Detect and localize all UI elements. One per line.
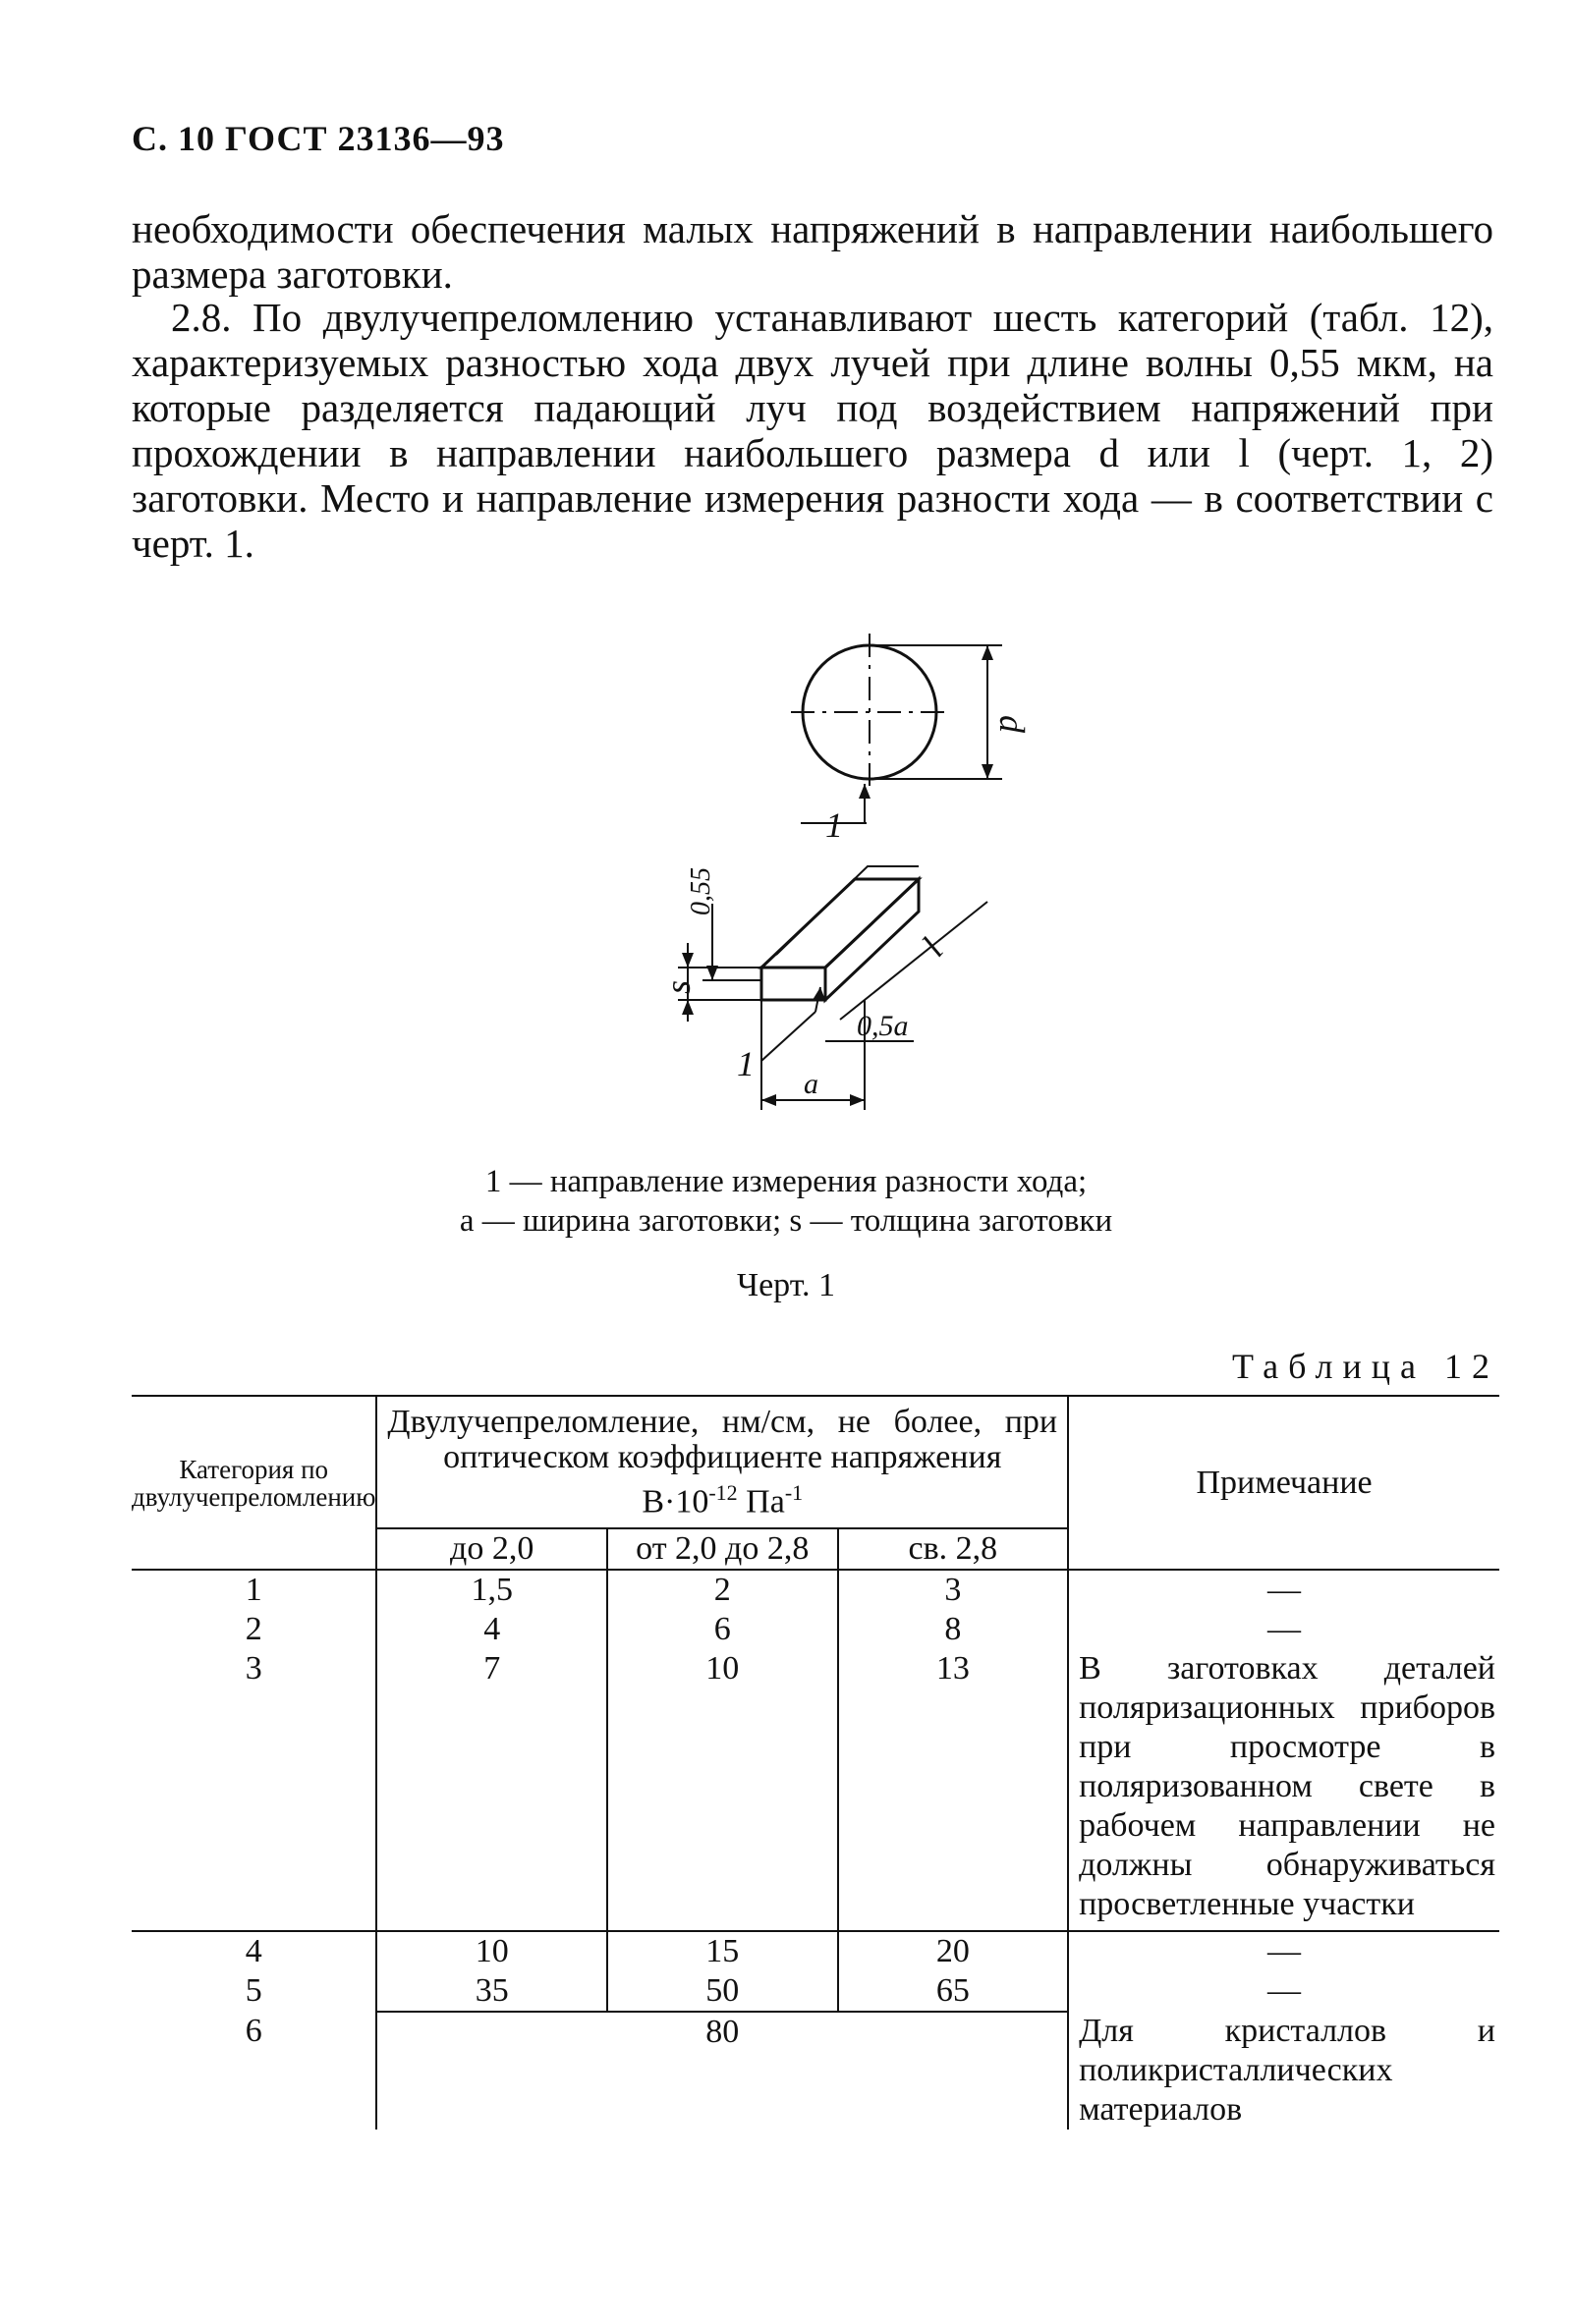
label-d: d <box>992 715 1032 733</box>
paragraph-2-8: 2.8. По двулучепреломлению устанавливают шесть категорий (табл. 12), характеризуемых разностью хода двух лучей при длине волны 0,55 мкм, на которые разделяется падающий луч под воздействием напряжений при прохождении в направлении наибольшего размера d или l (черт. 1, 2) заготовки. Место и направление измерения разности хода — в соответствии с черт. 1. <box>132 295 1493 566</box>
header-sub-2: от 2,0 до 2,8 <box>607 1528 838 1570</box>
page-header: С. 10 ГОСТ 23136—93 <box>132 119 505 158</box>
label-a: a <box>804 1068 818 1100</box>
table-title: Таблица 12 <box>1232 1347 1499 1386</box>
header-birefringence: Двулучепреломление, нм/см, не более, при оптическом коэффициенте напряжения $В\cdot 10^{-12}$ $Па^{-1}$ <box>376 1396 1068 1528</box>
label-s: s <box>658 979 698 994</box>
figure-caption-line-2: a — ширина заготовки; s — толщина заготовки <box>459 1203 1113 1239</box>
table-row: 5 35 50 65 — <box>132 1971 1499 2012</box>
label-half-a: 0,5a <box>857 1010 909 1042</box>
figure-caption-line-1: 1 — направление измерения разности хода; <box>484 1164 1088 1199</box>
header-category: Категория по двулучепреломлению <box>132 1396 376 1570</box>
header-sub-1: до 2,0 <box>376 1528 607 1570</box>
header-note: Примечание <box>1068 1396 1499 1570</box>
paragraph-continuation: необходимости обеспечения малых напряжений в направлении наибольшего размера заготовки. <box>132 206 1493 297</box>
block-side-face <box>825 879 919 1000</box>
table-row: 4 10 15 20 — <box>132 1931 1499 1971</box>
table-row: 1 1,5 2 3 — <box>132 1570 1499 1610</box>
table-row: 3 7 10 13 В заготовках деталей поляризационных приборов при просмотре в поляризованном свете в рабочем направлении не должны обнаруживаться просветленные участки <box>132 1649 1499 1931</box>
label-1-circle: 1 <box>825 805 843 845</box>
dimension-l-line <box>840 902 987 1020</box>
figure-title: Черт. 1 <box>736 1267 836 1303</box>
label-0-55: 0,55 <box>686 867 716 915</box>
drawing-figure-1 <box>590 609 1081 1120</box>
table-row: 6 80 Для кристаллов и поликристаллических материалов <box>132 2012 1499 2130</box>
label-l: l <box>914 930 951 965</box>
header-sub-3: св. 2,8 <box>838 1528 1069 1570</box>
table-row: 2 4 6 8 — <box>132 1610 1499 1649</box>
label-1-block: 1 <box>737 1044 755 1083</box>
birefringence-table <box>132 1395 1499 2130</box>
